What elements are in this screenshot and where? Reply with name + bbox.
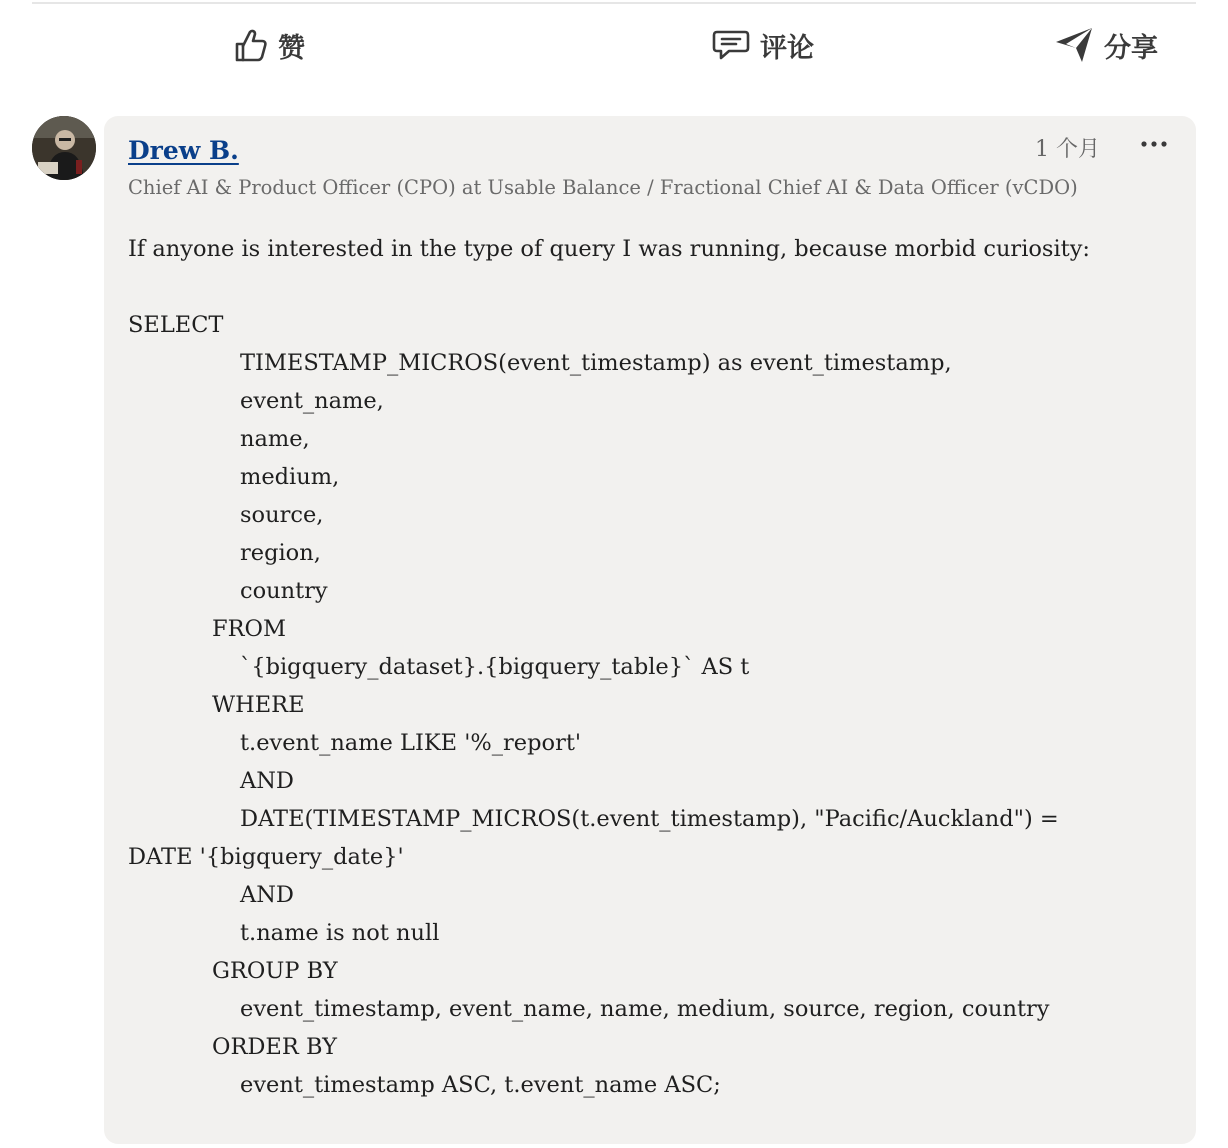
comment-intro: If anyone is interested in the type of query I was running, because morbid curiosity: xyxy=(128,236,1091,262)
share-label: 分享 xyxy=(1104,32,1158,64)
avatar[interactable] xyxy=(32,116,96,180)
sql-where-line: t.name is not null xyxy=(240,920,440,946)
comment-timestamp: 1 个月 xyxy=(1035,137,1100,162)
sql-where-wrap: DATE '{bigquery_date}' xyxy=(128,844,404,870)
sql-select-column: event_name, xyxy=(240,388,384,414)
sql-order-keyword: ORDER BY xyxy=(212,1034,337,1060)
sql-from-table: `{bigquery_dataset}.{bigquery_table}` AS t xyxy=(240,654,750,680)
sql-select-column: TIMESTAMP_MICROS(event_timestamp) as event_timestamp, xyxy=(240,350,952,376)
comment-card xyxy=(104,116,1196,1144)
like-label: 赞 xyxy=(278,32,305,64)
sql-select-column: source, xyxy=(240,502,324,528)
more-icon xyxy=(1140,140,1168,148)
sql-where-line: AND xyxy=(240,768,294,794)
author-name-link[interactable]: Drew B. xyxy=(128,136,239,165)
blank-line xyxy=(128,268,1178,306)
share-button[interactable] xyxy=(1054,20,1158,70)
send-icon xyxy=(1054,26,1094,64)
comment-button[interactable] xyxy=(712,20,814,70)
more-options-button[interactable] xyxy=(1136,130,1172,158)
sql-select-column: medium, xyxy=(240,464,340,490)
comment-label: 评论 xyxy=(760,32,814,64)
sql-where-line: DATE(TIMESTAMP_MICROS(t.event_timestamp), "Pacific/Auckland") = xyxy=(240,806,1059,832)
social-action-bar xyxy=(32,10,1196,82)
sql-select-column: name, xyxy=(240,426,310,452)
sql-from-keyword: FROM xyxy=(212,616,287,642)
top-divider xyxy=(32,2,1196,4)
like-button[interactable] xyxy=(234,20,305,70)
sql-order-columns: event_timestamp ASC, t.event_name ASC; xyxy=(240,1072,721,1098)
thumbs-up-icon xyxy=(234,27,268,63)
comment-body xyxy=(128,230,1178,1104)
sql-select-column: country xyxy=(240,578,328,604)
author-headline: Chief AI & Product Officer (CPO) at Usable Balance / Fractional Chief AI & Data Officer (vCDO) xyxy=(128,176,1078,199)
sql-where-keyword: WHERE xyxy=(212,692,305,718)
sql-select-column: region, xyxy=(240,540,321,566)
sql-where-line: AND xyxy=(240,882,294,908)
sql-select-keyword: SELECT xyxy=(128,312,224,338)
sql-group-columns: event_timestamp, event_name, name, medium, source, region, country xyxy=(240,996,1050,1022)
sql-group-keyword: GROUP BY xyxy=(212,958,338,984)
comment-icon xyxy=(712,28,750,62)
sql-where-line: t.event_name LIKE '%_report' xyxy=(240,730,582,756)
